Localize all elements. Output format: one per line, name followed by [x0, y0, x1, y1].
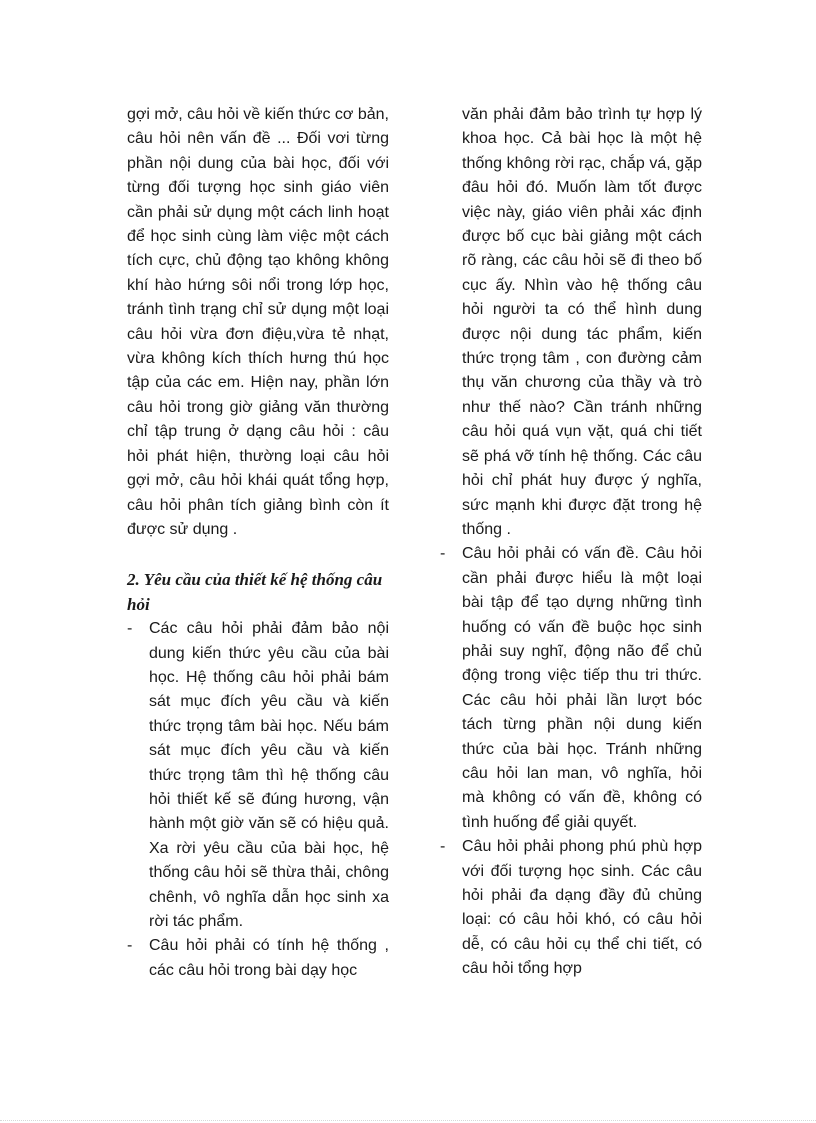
list-item-text: Câu hỏi phải có tính hệ thống , các câu hỏi trong bài dạy học: [149, 937, 389, 979]
list-item: [440, 835, 702, 981]
list-item: [127, 934, 389, 983]
requirements-list-left: [127, 617, 389, 983]
bullet-dash: -: [127, 937, 133, 955]
list-item: [440, 542, 702, 835]
left-column: [127, 103, 389, 983]
bullet-dash: -: [440, 838, 446, 856]
page-bottom-divider: [0, 1120, 816, 1121]
intro-paragraph: gợi mở, câu hỏi về kiến thức cơ bản, câu hỏi nên vấn đề ... Đối vơi từng phần nội dung của bài học, đối với từng đối tượng học sinh giáo viên cần phải sử dụng một cách linh hoạt để học sinh cùng làm việc một cách tích cực, chủ động tạo không không khí hào hứng sôi nổi trong lớp học, tránh tình trạng chỉ sử dụng một loại câu hỏi vừa đơn điệu,vừa tẻ nhạt, vừa không kích thích hưng thú học tập của các em. Hiện nay, phần lớn câu hỏi trong giờ giảng văn thường chỉ tập trung ở dạng câu hỏi : câu hỏi phát hiện, thường loại câu hỏi gợi mở, câu hỏi khái quát tổng hợp, câu hỏi phân tích giảng bình còn ít được sử dụng .: [127, 106, 389, 538]
list-item: [127, 617, 389, 934]
section-heading: 2. Yêu cầu của thiết kế hệ thống câu hỏi: [127, 570, 383, 614]
right-column: [440, 103, 702, 982]
continuation-paragraph: văn phải đảm bảo trình tự hợp lý khoa học. Cả bài học là một hệ thống không rời rạc, chắp vá, gặp đâu hỏi đó. Muốn làm tốt được việc này, giáo viên phải xác định được bố cục bài giảng một cách rõ ràng, các câu hỏi sẽ đi theo bố cục ấy. Nhìn vào hệ thống câu hỏi người ta có thể hình dung được nội dung tác phẩm, kiến thức trọng tâm , con đường cảm thụ văn chương của thầy và trò như thế nào? Cần tránh những câu hỏi quá vụn vặt, quá chi tiết sẽ phá vỡ tính hệ thống. Các câu hỏi chỉ phát huy được ý nghĩa, sức mạnh khi được đặt trong hệ thống .: [462, 106, 702, 538]
list-item-text: Câu hỏi phải có vấn đề. Câu hỏi cần phải được hiểu là một loại bài tập để tạo dựng những tình huống có vấn đề buộc học sinh phải suy nghĩ, động não để chủ động trong việc tiếp thu tri thức. Các câu hỏi phải lần lượt bóc tách từng phần nội dung kiến thức của bài học. Tránh những câu hỏi lan man, vô nghĩa, hỏi mà không có vấn đề, không có tình huống để giải quyết.: [462, 545, 702, 831]
bullet-dash: -: [440, 545, 446, 563]
bullet-dash: -: [127, 620, 133, 638]
requirements-list-right: [440, 542, 702, 981]
list-item-text: Câu hỏi phải phong phú phù hợp với đối tượng học sinh. Các câu hỏi phải đa dạng đầy đủ chủng loại: có câu hỏi khó, có câu hỏi dễ, có câu hỏi cụ thể chi tiết, có câu hỏi tổng hợp: [462, 838, 702, 978]
list-item-text: Các câu hỏi phải đảm bảo nội dung kiến thức yêu cầu của bài học. Hệ thống câu hỏi phải bám sát mục đích yêu cầu và kiến thức trọng tâm bài học. Nếu bám sát mục đích yêu cầu và kiến thức trọng tâm thì hệ thống câu hỏi thiết kế sẽ đúng hương, vận hành một giờ văn sẽ có hiệu quả. Xa rời yêu cầu của bài học, hệ thống câu hỏi sẽ thừa thải, chông chênh, vô nghĩa dẫn học sinh xa rời tác phẩm.: [149, 620, 389, 930]
